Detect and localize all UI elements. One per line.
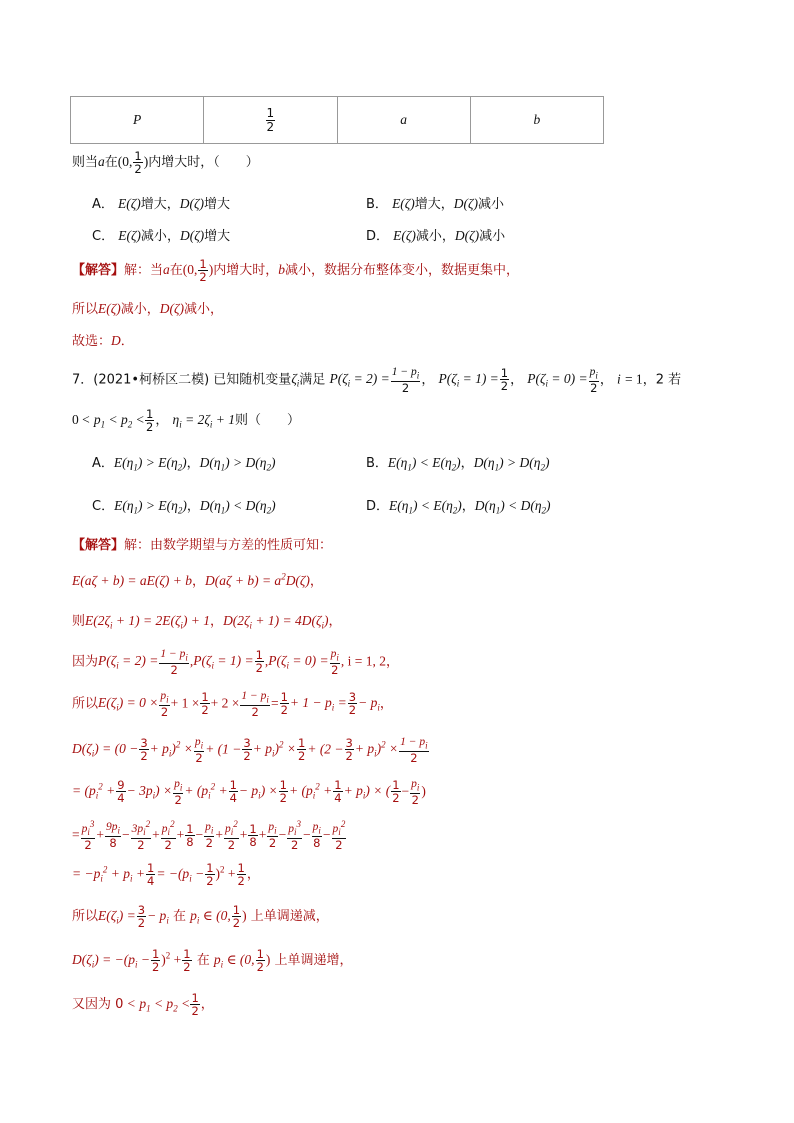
q7-answer-formula1: E(aζ + b) = aE(ζ) + b，$D(a\zeta + b) = a^2D(\zeta)$， — [72, 571, 323, 589]
q6-option-b: B． E(ζ)增大，D(ζ)减小 — [366, 196, 505, 212]
table-row — [71, 97, 604, 144]
q7-answer-formula5: $D(\zeta_i) = (0$ − $\frac{3}{2}$ + $p_i)^2$ × $\frac{p_i}{2}$ + (1 − $\frac{3}{2}$ + $p_i)^2$ × $\frac{1}{2}$ + (2 − $\frac{3}{2}$ + $p_i)^2$ × $\frac{1 - p_i}{2}$ — [72, 736, 428, 765]
q7-option-b: B．$E(\eta_1) < E(\eta_2)$，$D(\eta_1) > D(\eta_2)$ — [366, 455, 550, 473]
q7-answer-formula7: = $\frac{p_i^3}{2}$ + $\frac{9p_i}{8}$ − $\frac{3p_i^2}{2}$ + $\frac{p_i^2}{2}$ + $\frac{1}{8}$ − $\frac{p_i}{2}$ + $\frac{p_i^2}{2}$ + $\frac{1}{8}$ + $\frac{p_i}{2}$ − $\frac{p_i^3}{2}$ − $\frac{p_i}{8}$ − $\frac{p_i^2}{2}$ — [72, 819, 346, 852]
q7-option-d: D．$E(\eta_1) < E(\eta_2)$，$D(\eta_1) < D(\eta_2)$ — [366, 498, 551, 516]
table-cell-a: a — [337, 97, 470, 144]
q7-answer-formula4: 所以$E(\zeta_i) = 0$ × $\frac{p_i}{2}$ + 1 × $\frac{1}{2}$ + 2 × $\frac{1 - p_i}{2}$ = $\frac{1}{2}$ + $1 - p_i$ = $\frac{3}{2}$ − $p_i$， — [72, 690, 393, 719]
q6-option-d: D． E(ζ)减小，D(ζ)减小 — [366, 228, 506, 244]
q6-answer: 【解答】解：当a在(0, $\frac{1}{2}$ )内增大时，b减小，数据分布整体变小，数据更集中， — [72, 257, 520, 285]
q6-option-c: C． E(ζ)减小，D(ζ)增大 — [92, 228, 231, 244]
q7-answer-formula9: 所以$E(\zeta_i)$ = $\frac{3}{2}$ − $p_i$ 在 $p_i$ ∈ (0, $\frac{1}{2}$ ) 上单调递减， — [72, 903, 329, 931]
q7-answer-formula8: = $-p_i^2 + p_i$ + $\frac{1}{4}$ = $-(p_i$ − $\frac{1}{2}$ )$^2$ + $\frac{1}{2}$ ， — [72, 861, 260, 889]
table-cell-half: $\frac{1}{2}$ — [204, 97, 337, 144]
q7-answer-formula2: 则$E(2\zeta_i + 1) = 2E(\zeta_i) + 1$，$D(2\zeta_i + 1) = 4D(\zeta_i)$， — [72, 613, 342, 631]
q7-option-c: C．$E(\eta_1) > E(\eta_2)$，$D(\eta_1) < D(\eta_2)$ — [92, 498, 276, 516]
probability-table — [70, 96, 604, 144]
table-cell-p: P — [71, 97, 204, 144]
q6-choice: 故选：D． — [72, 333, 134, 349]
table-cell-b: b — [470, 97, 603, 144]
q7-option-a: A．$E(\eta_1) > E(\eta_2)$，$D(\eta_1) > D(\eta_2)$ — [92, 455, 276, 473]
q7-answer-formula10: $D(\zeta_i) = -(p_i$ − $\frac{1}{2}$ )$^2$ + $\frac{1}{2}$ 在 $p_i$ ∈ (0, $\frac{1}{2}$ ) 上单调递增， — [72, 947, 353, 975]
q7-answer-formula6: = ($p_i^2$ + $\frac{9}{4}$ − $3p_i$) × $\frac{p_i}{2}$ + ($p_i^2$ + $\frac{1}{4}$ − $p_i$) × $\frac{1}{2}$ + ($p_i^2$ + $\frac{1}{4}$ + $p_i$) × ( $\frac{1}{2}$ − $\frac{p_i}{2}$ ) — [72, 778, 426, 807]
q6-stem: 则当a在(0, $\frac{1}{2}$ )内增大时，（ ） — [72, 149, 259, 177]
q7-stem: 7．(2021•柯桥区二模) 已知随机变量$\zeta_i$满足 $P(\zeta_i = 2)$ = $\frac{1 - p_i}{2}$ ， $P(\zeta_i = 1)$ = $\frac{1}{2}$ ， $P(\zeta_i = 0)$ = $\frac{p_i}{2}$ ， i = 1，2 若 — [72, 366, 682, 395]
q6-answer-line2: 所以E(ζ)减小，D(ζ)减小， — [72, 301, 223, 317]
q7-stem-line2: $0 < p_1 < p_2$ < $\frac{1}{2}$ ， $\eta_i = 2\zeta_i + 1$则（ ） — [72, 407, 300, 435]
q7-answer-formula11: 又因为 $0 < p_1 < p_2$ < $\frac{1}{2}$ ， — [72, 991, 214, 1019]
q7-answer-formula3: 因为$P(\zeta_i = 2)$ = $\frac{1 - p_i}{2}$ $,P(\zeta_i = 1)$ = $\frac{1}{2}$ $,P(\zeta_i = 0)$ = $\frac{p_i}{2}$ , i = 1, 2， — [72, 648, 400, 677]
q7-answer: 【解答】解：由数学期望与方差的性质可知： — [72, 538, 333, 553]
q6-option-a: A． E(ζ)增大，D(ζ)增大 — [92, 196, 231, 212]
